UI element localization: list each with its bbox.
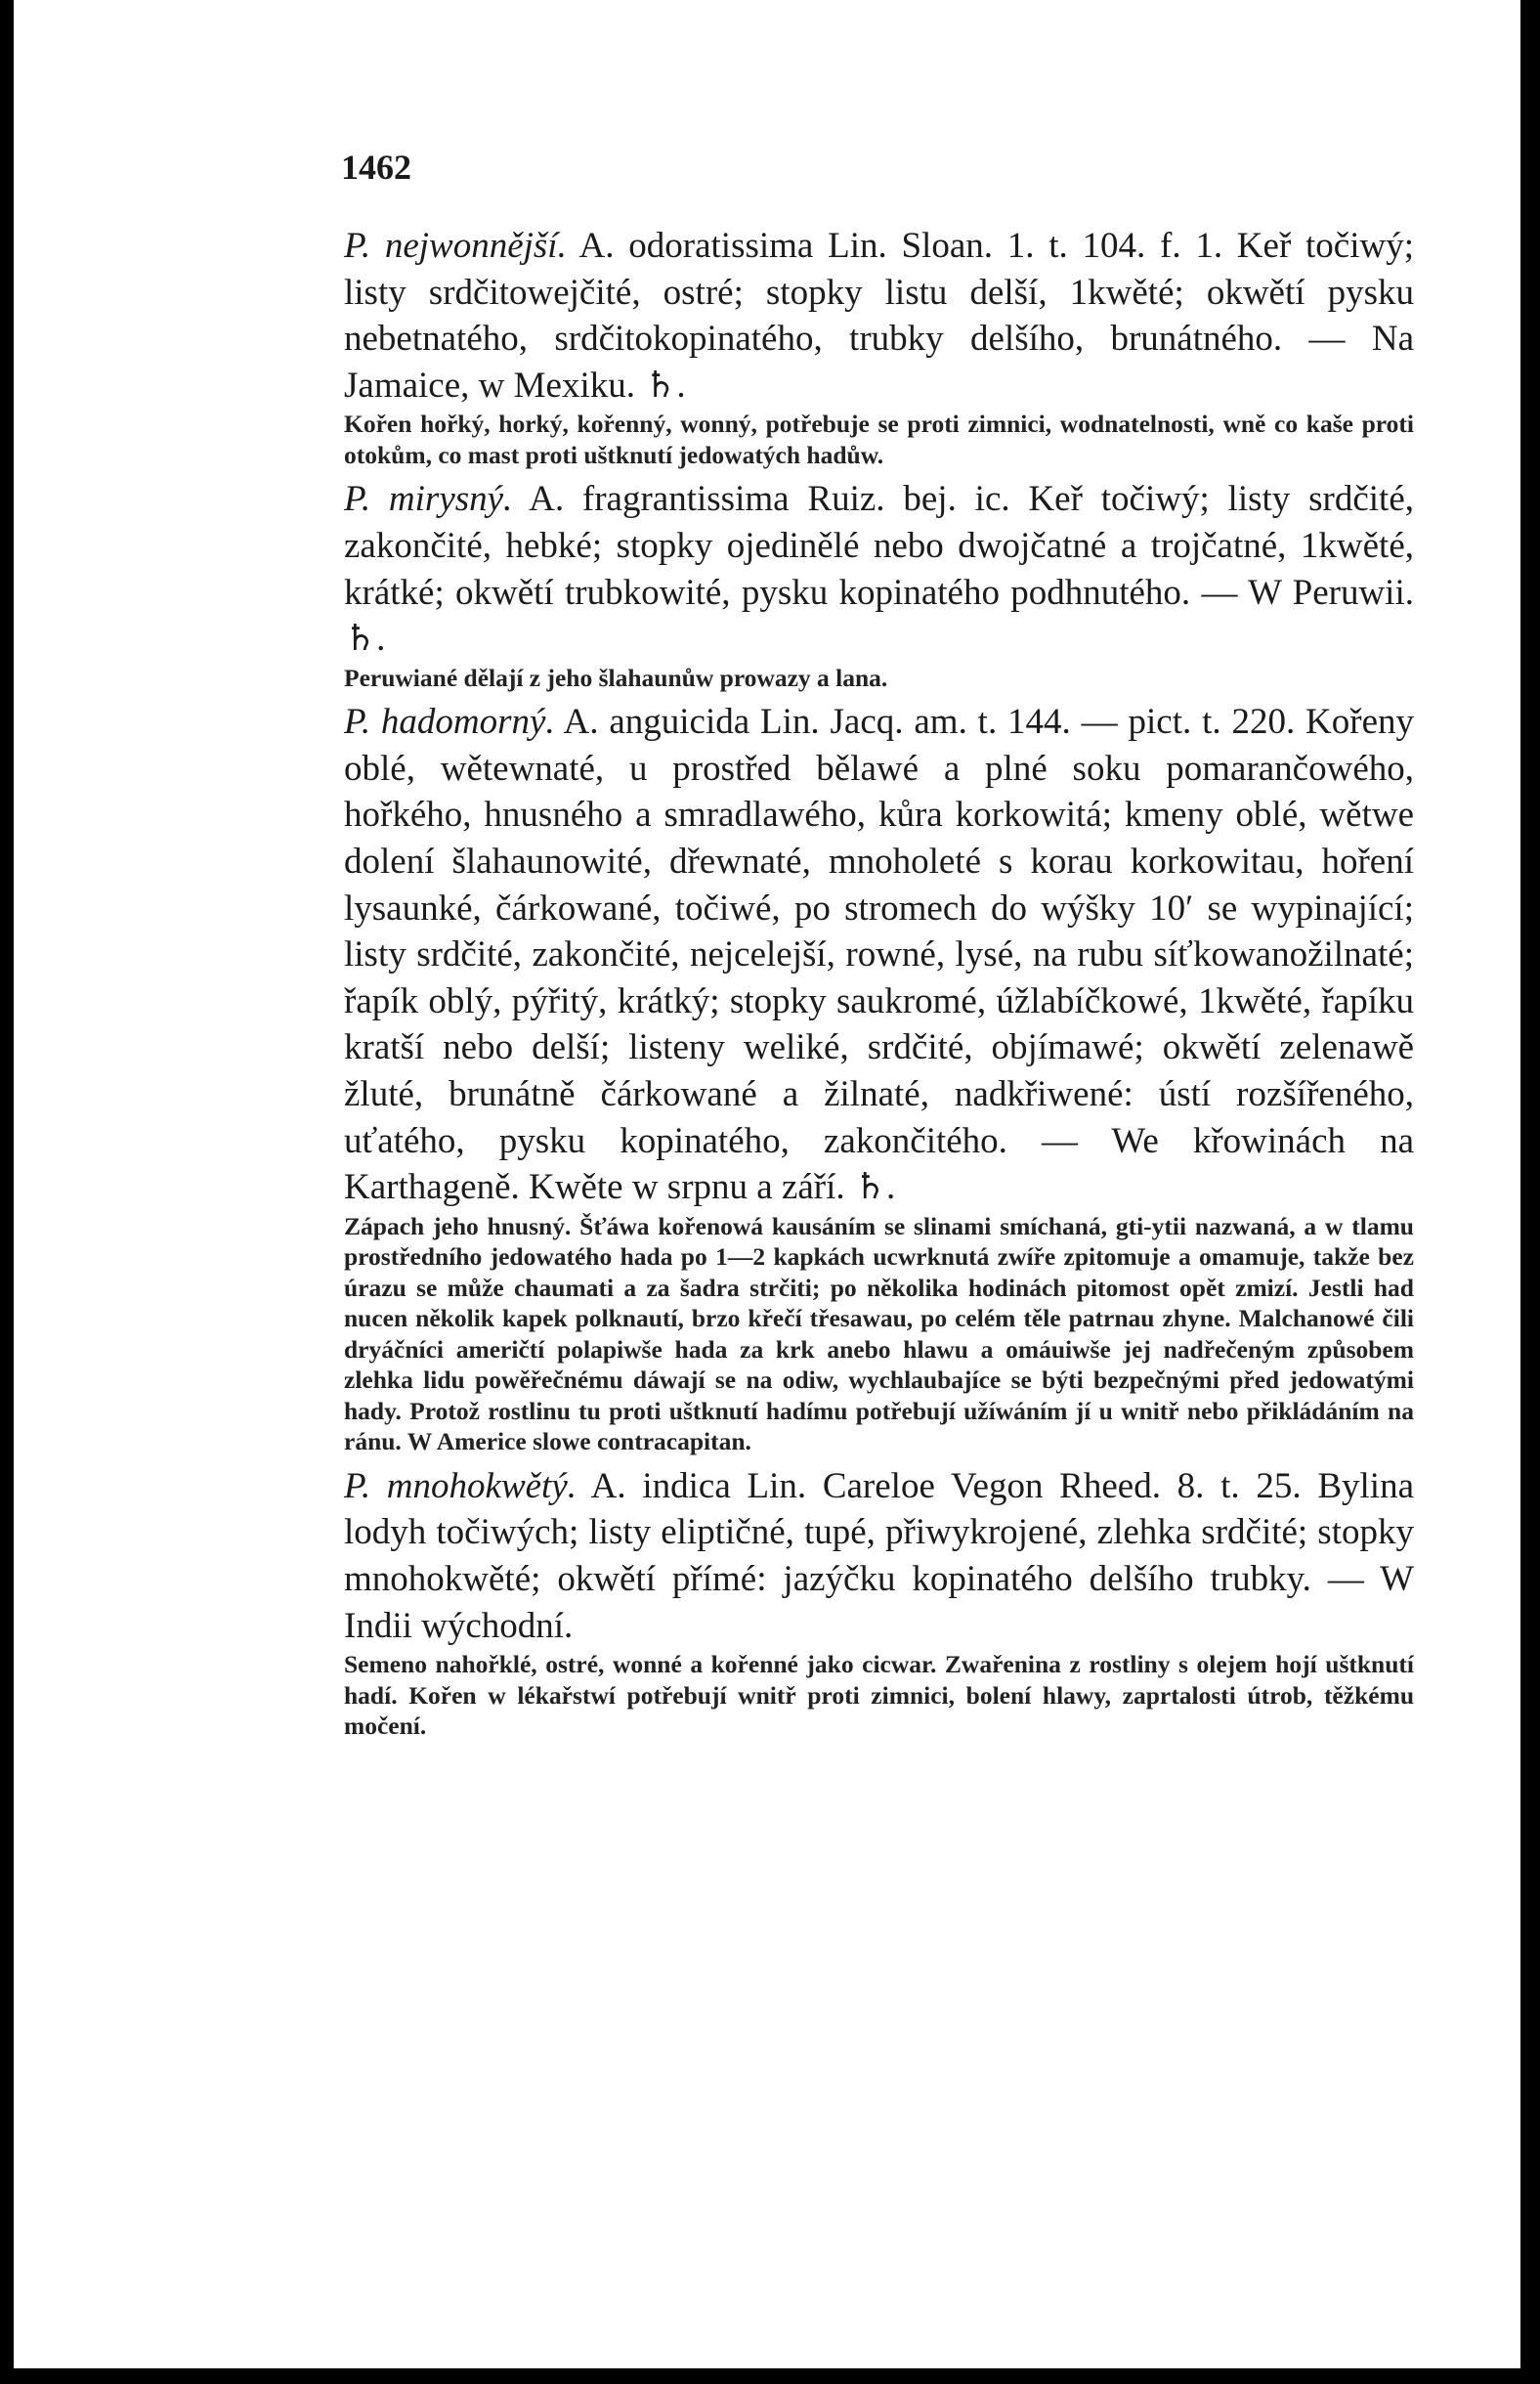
entry-text: Lin. Sloan. 1. t. 104. f. 1. Keř točiwý; listy srdčitowejčité, ostré; stopky listu delší, 1kwěté; okwětí pysku nebetnatého, srdčitokopinatého, trubky delšího, brunátného. — Na Jamaice, w Mexiku. ♄. — [344, 226, 1414, 406]
entry-name: P. mnohokwětý. — [344, 1465, 577, 1506]
entry-latin: A. fragrantissima — [512, 479, 808, 520]
entry-latin: A. odoratissima — [566, 226, 829, 266]
entry-latin: A. anguicida — [554, 702, 761, 743]
entry-name: P. mirysný. — [344, 479, 513, 520]
entry-note: Kořen hořký, horký, kořenný, wonný, potřebuje se proti zimnici, wodnatelnosti, wně co kaše proti otokům, co mast proti uštknutí jedowatých hadůw. — [344, 410, 1414, 469]
entry-latin: A. indica — [577, 1465, 748, 1506]
entry-name: P. nejwonnější. — [344, 226, 567, 266]
entry-note: Peruwiané dělají z jeho šlahaunůw prowazy a lana. — [344, 663, 888, 692]
entry-note: Semeno nahořklé, ostré, wonné a kořenné jako cicwar. Zwařenina z rostliny s olejem hojí uštknutí hadí. Kořen w lékařstwí potřebují wnitř proti zimnici, bolení hlawy, zaprtalosti útrob, těžkému močení. — [344, 1650, 1414, 1741]
entry-note: Zápach jeho hnusný. Šťáwa kořenowá kausáním se slinami smíchaná, gti-ytii nazwaná, a w tlamu prostředního jedowatého hada po 1—2 kapkách ucwrknutá zwíře zpitomuje a omamuje, takže bez úrazu se může chaumati a za šadra strčiti; po několika hodinách pitomost opět zmizí. Jestli had nucen několik kapek polknautí, brzo křečí třesawau, po celém těle patrnau zhyne. Malchanowé čili dryáčníci američtí polapiwše hada za krk anebo hlawu a omáuiwše jej nadřečeným způsobem zlehka lidu powěřečnému dáwají se na odiw, wychlaubajíce se býti bezpečnými před jedowatými hady. Protož rostlinu tu proti uštknutí hadímu potřebují užíwáním jí u wnitř nebo přikládáním na ránu. W Americe slowe contracapitan. — [344, 1211, 1414, 1456]
text-column — [344, 223, 1414, 1742]
entry-indica — [344, 1463, 1414, 1649]
book-page — [14, 0, 1520, 2368]
entry-odoratissima — [344, 223, 1414, 409]
entry-text: Lin. Careloe Vegon Rheed. 8. t. 25. Bylina lodyh točiwých; listy eliptičné, tupé, přiwykrojené, zlehka srdčité; stopky mnohokwěté; okwětí přímé: jazýčku kopinatého delšího trubky. — W Indii wýchodní. — [344, 1465, 1415, 1646]
page-number: 1462 — [341, 148, 411, 187]
entry-anguicida — [344, 699, 1414, 1211]
entry-name: P. hadomorný. — [344, 702, 555, 743]
entry-text: Lin. Jacq. am. t. 144. — pict. t. 220. Kořeny oblé, wětewnaté, u prostřed bělawé a plné soku pomarančowého, hořkého, hnusného a smradlawého, kůra korkowitá; kmeny oblé, wětwe dolení šlahaunowité, dřewnaté, mnoholeté s korau korkowitau, hoření lysaunké, čárkowané, točiwé, po stromech do wýšky 10′ se wypinající; listy srdčité, zakončité, nejcelejší, rowné, lysé, na rubu síťkowanožilnaté; řapík oblý, pýřitý, krátký; stopky saukromé, úžlabíčkowé, 1kwěté, řapíku kratší nebo delší; listeny weliké, srdčité, objímawé; okwětí zelenawě žluté, brunátně čárkowané a žilnaté, nadkřiwené: ústí rozšířeného, uťatého, pysku kopinatého, zakončitého. — We křowinách na Karthageně. Kwěte w srpnu a září. ♄. — [344, 702, 1415, 1208]
entry-fragrantissima — [344, 476, 1414, 662]
entry-text: Ruiz. bej. ic. Keř točiwý; listy srdčité, zakončité, hebké; stopky ojedinělé nebo dwojčatné a trojčatné, 1kwěté, krátké; okwětí trubkowité, pysku kopinatého podhnutého. — W Peruwii. ♄. — [344, 479, 1415, 660]
